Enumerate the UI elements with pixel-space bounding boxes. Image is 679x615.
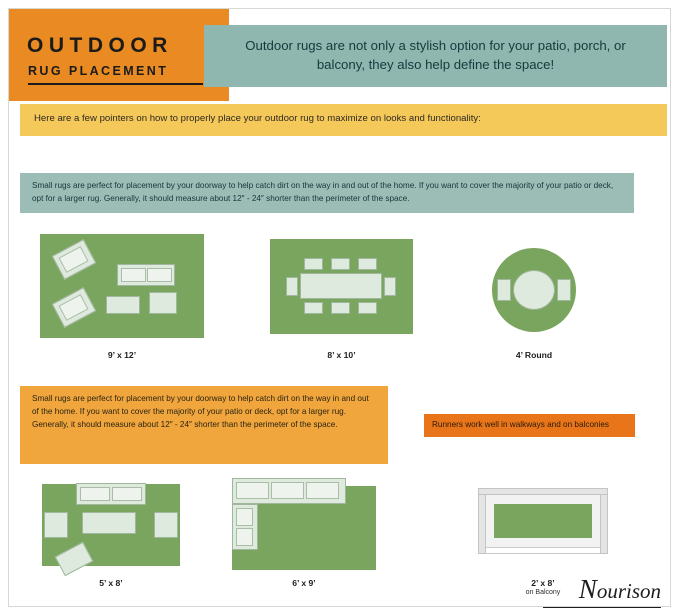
brand-initial: N xyxy=(578,574,597,604)
section-1-note-text: Small rugs are perfect for placement by your doorway to help catch dirt on the way in and out of the home. If you want to cover the majority of your patio or deck, opt for a larger rug. Generally, it should measure about 12″ - 24″ shorter than the perimeter of the space. xyxy=(32,181,614,203)
sofa-cushion-right xyxy=(147,268,172,282)
dining-chair-bottom-1 xyxy=(304,302,323,314)
armchair-5x8-left xyxy=(44,512,68,538)
section-2-note xyxy=(20,386,388,464)
dining-chair-left xyxy=(286,277,298,296)
balcony-railing-right xyxy=(600,488,608,554)
sectional-cushion-2 xyxy=(271,482,304,499)
sofa-cushion-left xyxy=(121,268,146,282)
caption-6x9-label: 6’ x 9’ xyxy=(292,578,316,588)
sectional-cushion-3 xyxy=(306,482,339,499)
balcony-railing-left xyxy=(478,488,486,554)
dining-chair-top-1 xyxy=(304,258,323,270)
pointer-banner-text: Here are a few pointers on how to properly place your outdoor rug to maximize on looks and functionality: xyxy=(34,113,481,124)
title-block xyxy=(9,9,229,101)
caption-5x8-label: 5’ x 8’ xyxy=(99,578,123,588)
runner-strip-text: Runners work well in walkways and on balconies xyxy=(432,420,610,429)
dining-chair-right xyxy=(384,277,396,296)
intro-banner xyxy=(204,25,667,87)
dining-table xyxy=(300,273,382,299)
runner-strip xyxy=(424,414,635,437)
caption-9x12 xyxy=(40,350,204,360)
caption-2x8-label: 2’ x 8’ xyxy=(531,578,555,588)
caption-6x9 xyxy=(232,578,376,588)
sofa-5x8-cushion-right xyxy=(112,487,142,501)
caption-4-round-label: 4’ Round xyxy=(515,350,553,360)
page-title-secondary: RUG PLACEMENT xyxy=(28,64,169,78)
round-chair-right xyxy=(557,279,571,301)
brand-name: ourison xyxy=(596,579,661,603)
brand-underline xyxy=(543,607,661,608)
coffee-table-5x8 xyxy=(82,512,136,534)
balcony-railing-top xyxy=(478,488,608,495)
caption-8x10-label: 8’ x 10’ xyxy=(327,350,356,360)
round-chair-left xyxy=(497,279,511,301)
dining-chair-bottom-2 xyxy=(331,302,350,314)
round-table xyxy=(513,270,555,310)
dining-chair-top-3 xyxy=(358,258,377,270)
section-2-note-text: Small rugs are perfect for placement by your doorway to help catch dirt on the way in and out of the home. If you want to cover the majority of your patio or deck, opt for a larger rug. Generally, it should measure about 12″ - 24″ shorter than the perimeter of the space. xyxy=(32,394,369,429)
section-1-note xyxy=(20,173,634,213)
sofa-5x8-cushion-left xyxy=(80,487,110,501)
title-divider xyxy=(28,83,203,85)
dining-chair-bottom-3 xyxy=(358,302,377,314)
brand-logo xyxy=(579,574,661,605)
rug-2x8-runner xyxy=(494,504,592,538)
sectional-cushion-1 xyxy=(236,482,269,499)
coffee-table xyxy=(106,296,140,314)
caption-2x8-sublabel: on Balcony xyxy=(525,589,561,596)
intro-banner-text: Outdoor rugs are not only a stylish option for your patio, porch, or balcony, they also help define the space! xyxy=(245,38,626,72)
caption-4-round xyxy=(492,350,576,360)
pointer-banner xyxy=(20,104,667,136)
caption-9x12-label: 9’ x 12’ xyxy=(107,350,137,360)
sectional-cushion-4 xyxy=(236,508,253,526)
caption-5x8 xyxy=(42,578,180,588)
dining-chair-top-2 xyxy=(331,258,350,270)
sectional-cushion-5 xyxy=(236,528,253,546)
page-title-primary: OUTDOOR xyxy=(27,34,173,57)
caption-8x10 xyxy=(270,350,413,360)
armchair-5x8-right xyxy=(154,512,178,538)
